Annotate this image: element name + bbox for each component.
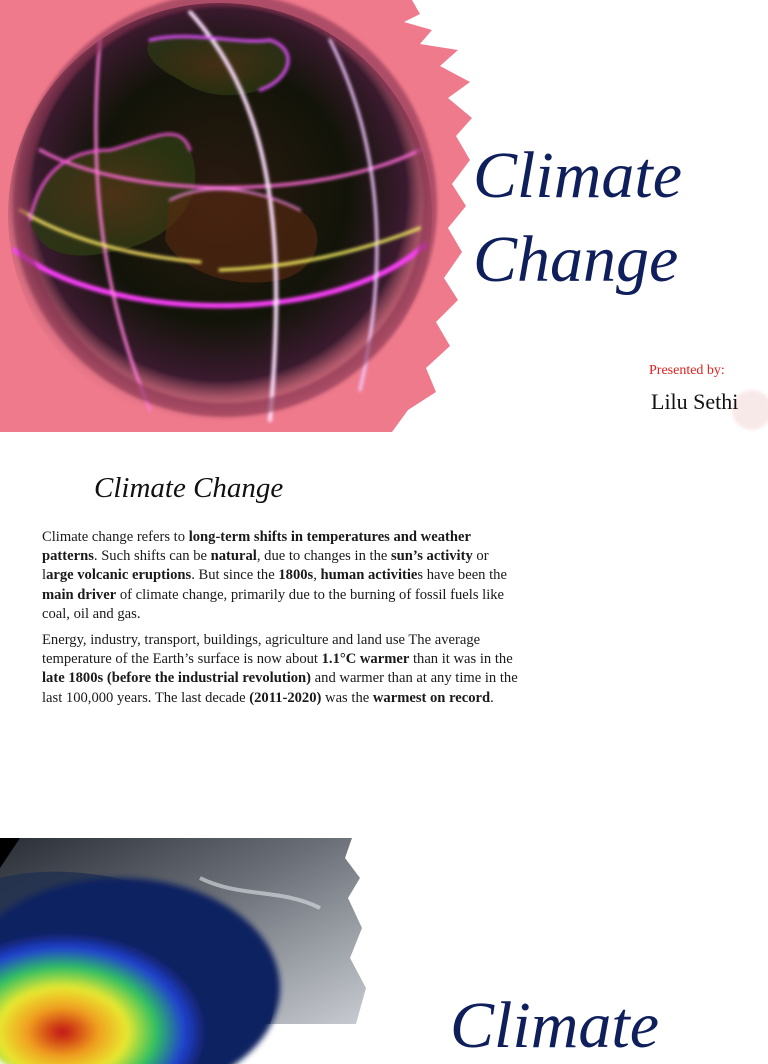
text-run: or l (42, 548, 489, 584)
presented-by-label: Presented by: (649, 363, 725, 378)
title-line-2: Change (473, 223, 679, 296)
text-run: was the (321, 689, 373, 706)
next-slide-title-partial: Climate (450, 989, 659, 1062)
bold-run: long-term shifts in temperatures and weather patterns (42, 529, 471, 565)
text-run: s have been the (417, 567, 507, 584)
bold-run: natural (210, 548, 257, 565)
text-run: , (313, 567, 321, 584)
text-run: . (490, 689, 494, 706)
bold-run: sun’s activity (391, 548, 473, 565)
text-run: than it was in the (409, 651, 513, 668)
bold-run: warmest on record (372, 689, 491, 706)
text-run: Climate change refers to (42, 529, 189, 545)
title-slide (0, 0, 768, 432)
bold-run: main driver (42, 586, 117, 603)
text-run: . Such shifts can be (93, 548, 211, 565)
text-run: , due to changes in the (256, 548, 391, 565)
title-slide-heading (473, 134, 763, 302)
text-run: and warmer than at any time in the last 100,000 years. The last decade (42, 670, 518, 706)
content-heading: Climate Change (94, 472, 284, 504)
title-line-1: Climate (473, 139, 682, 212)
text-run: of climate change, primarily due to the burning of fossil fuels like coal, oil and gas. (42, 586, 505, 622)
presenter-name: Lilu Sethi (651, 389, 739, 414)
next-slide (0, 838, 768, 1062)
content-body (42, 528, 520, 715)
bold-run: (2011-2020) (249, 689, 322, 706)
paragraph-2 (42, 631, 520, 708)
bold-run: arge volcanic eruptions (46, 567, 192, 584)
text-run: Energy, industry, transport, buildings, agriculture and land use The average temperature of the Earth’s surface is now about (42, 632, 481, 668)
bold-run: 1800s (278, 567, 314, 584)
bold-run: 1.1°C warmer (321, 651, 410, 668)
text-run: . But since the (191, 567, 279, 584)
bold-run: human activitie (320, 567, 418, 584)
content-slide (0, 432, 768, 832)
paragraph-1 (42, 528, 520, 624)
bold-run: late 1800s (before the industrial revolution) (42, 670, 312, 687)
